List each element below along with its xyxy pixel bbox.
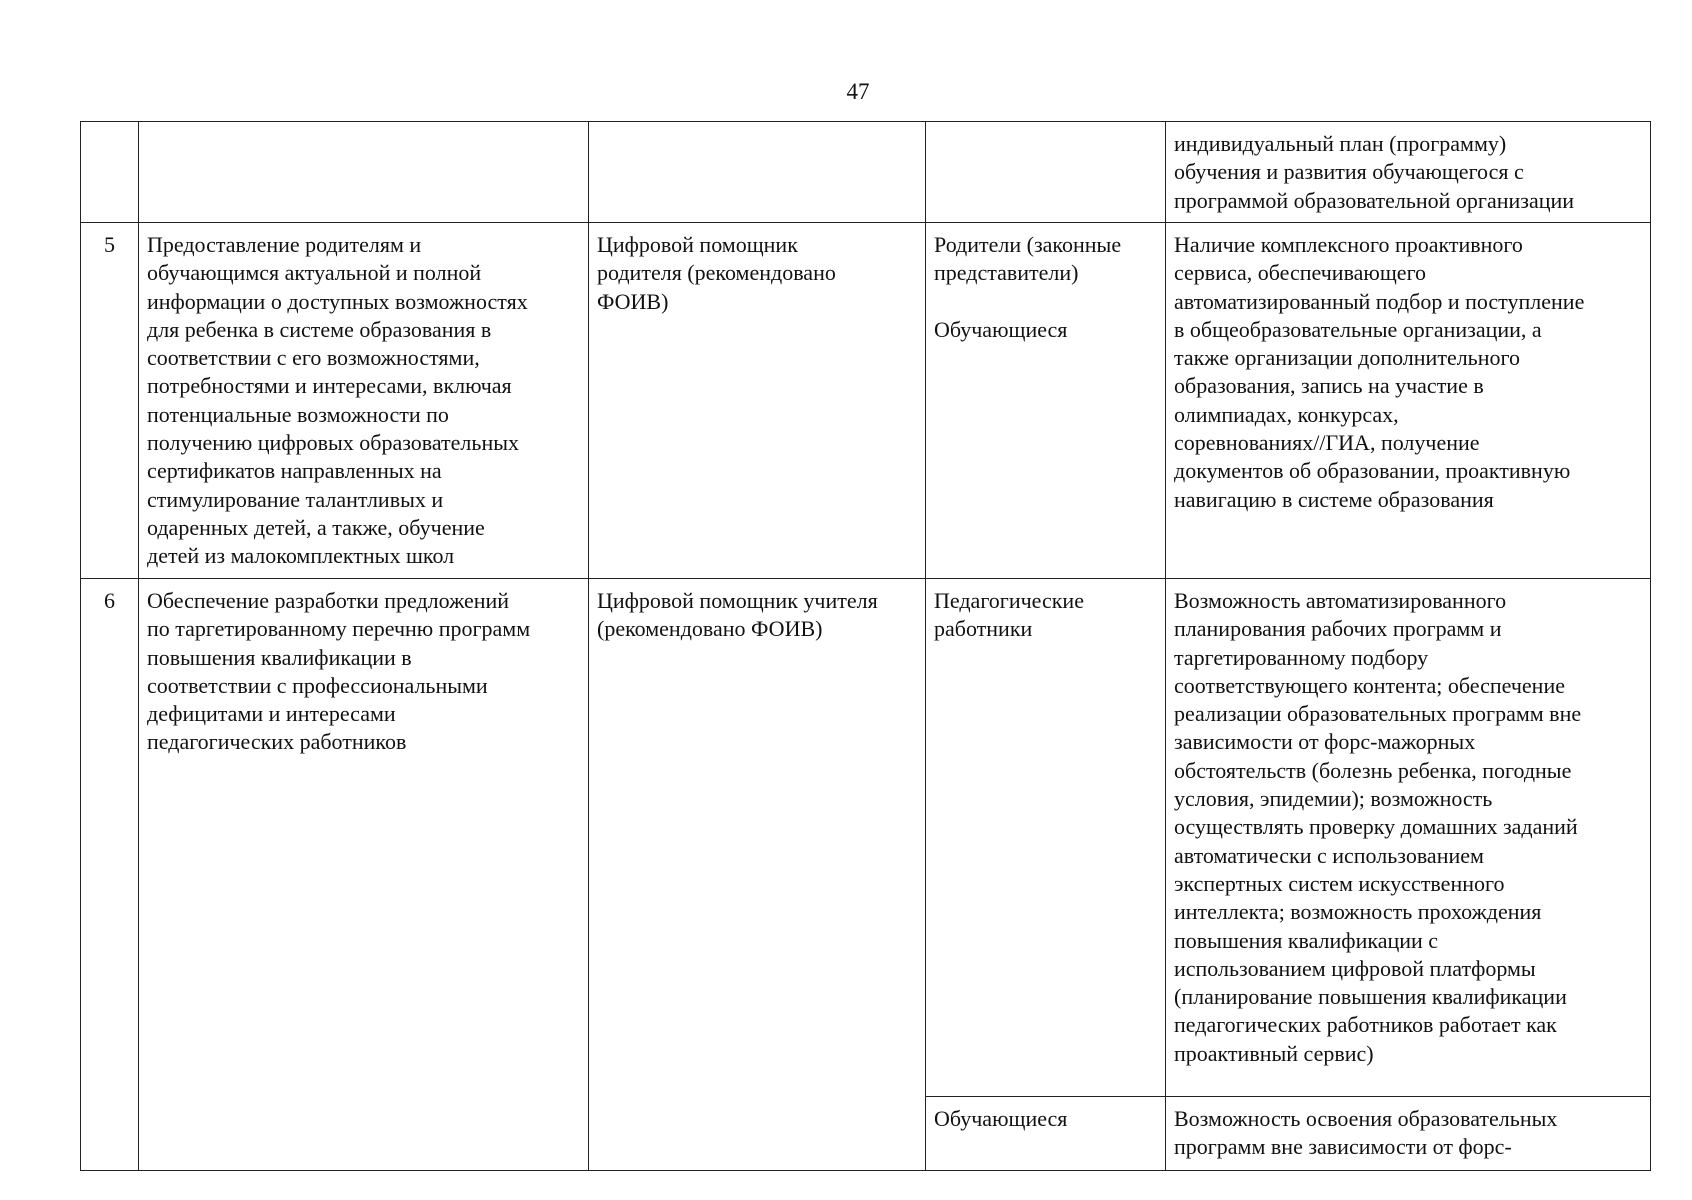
table-row — [81, 579, 1651, 1097]
row-number-cell — [81, 122, 139, 223]
result-cell — [1166, 1097, 1651, 1171]
task-text: Обеспечение разработки предложений по таргетированному перечню программ повышения квалификации в соответствии с профессиональными дефицитами и интересами педагогических работников — [147, 588, 531, 755]
row-number: 5 — [104, 232, 115, 257]
audience-text-parents: Родители (законные представители) — [934, 232, 1122, 286]
service-cell — [589, 579, 926, 1171]
row-number-cell — [81, 579, 139, 1171]
result-text: индивидуальный план (программу) обучения и развития обучающегося с программой образовательной организации — [1174, 131, 1575, 213]
table-row — [81, 223, 1651, 579]
measures-table — [80, 121, 1651, 1171]
page-number: 47 — [846, 79, 870, 104]
result-cell — [1166, 579, 1651, 1097]
result-text: Возможность освоения образовательных программ вне зависимости от форс- — [1174, 1106, 1558, 1160]
result-text: Возможность автоматизированного планирования рабочих программ и таргетированному подбору соответствующего контента; обеспечение реализации образовательных программ вне зависимости от форс-мажорных обстоятельств (болезнь ребенка, погодные условия, эпидемии); возможность осуществлять проверку домашних заданий автоматически с использованием экспертных систем искусственного интеллекта; возможность прохождения повышения квалификации с использованием цифровой платформы (планирование повышения квалификации педагогических работников работает как проактивный сервис) — [1174, 588, 1582, 1066]
audience-cell — [926, 1097, 1166, 1171]
row-number-cell — [81, 223, 139, 579]
task-cell — [139, 122, 589, 223]
audience-cell — [926, 122, 1166, 223]
audience-text: Обучающиеся — [934, 1106, 1068, 1131]
audience-text-students: Обучающиеся — [934, 316, 1068, 342]
table-row — [81, 122, 1651, 223]
audience-cell — [926, 579, 1166, 1097]
service-cell — [589, 122, 926, 223]
audience-text: Педагогические работники — [934, 588, 1084, 642]
service-text: Цифровой помощник родителя (рекомендовано ФОИВ) — [597, 232, 836, 314]
result-text: Наличие комплексного проактивного сервиса, обеспечивающего автоматизированный подбор и поступление в общеобразовательные организации, а также организации дополнительного образования, запись на участие в олимпиадах, конкурсах, соревнованиях//ГИА, получение документов об образовании, проактивную навигацию в системе образования — [1174, 232, 1585, 512]
task-text: Предоставление родителям и обучающимся актуальной и полной информации о доступных возможностях для ребенка в системе образования в соответствии с его возможностями, потребностями и интересами, включая потенциальные возможности по получению цифровых образовательных сертификатов направленных на стимулирование талантливых и одаренных детей, а также, обучение детей из малокомплектных школ — [147, 232, 528, 569]
task-cell — [139, 579, 589, 1171]
audience-cell — [926, 223, 1166, 579]
row-number: 6 — [104, 588, 115, 613]
service-cell — [589, 223, 926, 579]
result-cell — [1166, 122, 1651, 223]
result-cell — [1166, 223, 1651, 579]
task-cell — [139, 223, 589, 579]
service-text: Цифровой помощник учителя (рекомендовано ФОИВ) — [597, 588, 878, 642]
